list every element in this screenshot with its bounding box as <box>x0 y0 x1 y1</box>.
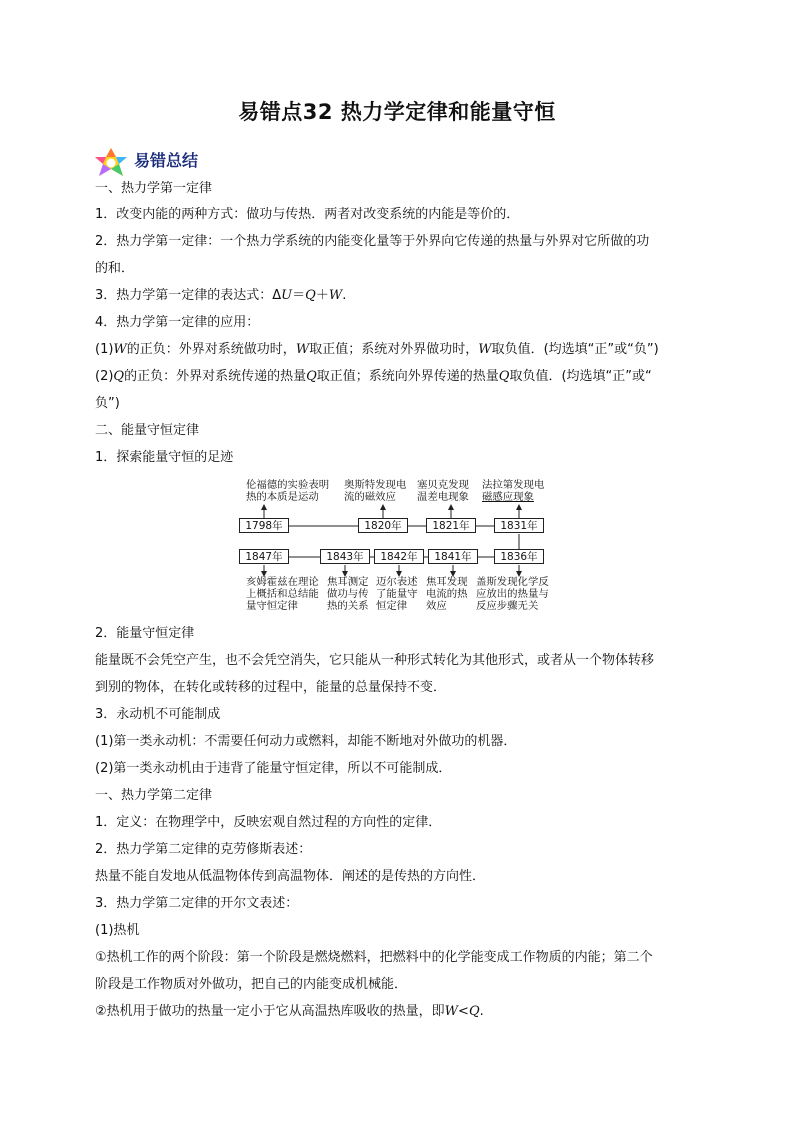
symbol-u: U <box>281 288 293 303</box>
year-box: 1798年 <box>239 518 289 533</box>
symbol-q: Q <box>468 1004 480 1019</box>
text-span: 取正值；系统对外界做功时， <box>309 342 479 357</box>
event-line: 流的磁效应 <box>344 491 396 503</box>
event-line: 温差电现象 <box>417 491 469 503</box>
text-line: 能量既不会凭空产生，也不会凭空消失，它只能从一种形式转化为其他形式，或者从一个物体转移 <box>95 653 655 668</box>
event-line: 电流的热 <box>426 588 468 600</box>
event-text <box>327 576 369 612</box>
symbol-q: Q <box>305 288 316 303</box>
event-line: 塞贝克发现 <box>417 479 469 491</box>
event-text <box>246 576 319 612</box>
text-span: 的正负：外界对系统做功时， <box>126 342 296 357</box>
event-text <box>246 479 329 503</box>
text-span: ＋ <box>315 288 329 303</box>
text-span: ②热机用于做功的热量一定小于它从高温热库吸收的热量，即 <box>95 1004 445 1019</box>
event-line: 上概括和总结能 <box>246 588 319 600</box>
text-line: (1)热机 <box>95 923 140 938</box>
text-line <box>95 1002 484 1022</box>
text-line: 热量不能自发地从低温物体传到高温物体．阐述的是传热的方向性． <box>95 869 486 884</box>
text-line: 2．热力学第一定律：一个热力学系统的内能变化量等于外界向它传递的热量与外界对它所做的功 <box>95 234 650 249</box>
text-line: 4．热力学第一定律的应用： <box>95 315 260 330</box>
text-span: (2) <box>95 369 114 384</box>
event-line: 反应步骤无关 <box>476 600 539 612</box>
text-line: 1．改变内能的两种方式：做功与传热．两者对改变系统的内能是等价的． <box>95 207 520 222</box>
year-box: 1820年 <box>358 518 408 533</box>
year-box: 1831年 <box>494 518 544 533</box>
text-span: 取负值．(均选填“正”或“负”) <box>491 342 659 357</box>
heading-energy-conservation: 二、能量守恒定律 <box>95 423 200 438</box>
event-line: 了能量守 <box>376 588 418 600</box>
star-icon <box>92 146 130 182</box>
text-line: 3．热力学第二定律的开尔文表述： <box>95 896 299 911</box>
year-box: 1821年 <box>426 518 476 533</box>
event-line: 磁感应现象 <box>482 491 534 503</box>
event-line: 量守恒定律 <box>246 600 298 612</box>
event-line: 伦福德的实验表明 <box>246 479 330 491</box>
text-span: 取负值．(均选填“正”或“ <box>509 369 652 384</box>
text-line: 1．探索能量守恒的足迹 <box>95 450 234 465</box>
event-line: 恒定律 <box>376 600 408 612</box>
event-text <box>417 479 469 503</box>
year-box: 1847年 <box>239 549 289 564</box>
text-span: 3．热力学第一定律的表达式：Δ <box>95 288 282 303</box>
text-line <box>95 340 659 360</box>
heading-first-law: 一、热力学第一定律 <box>95 181 213 196</box>
text-line: 负”) <box>95 396 120 411</box>
event-line: 迈尔表述 <box>376 576 418 588</box>
event-line: 做功与传 <box>327 588 369 600</box>
symbol-w: W <box>478 342 492 357</box>
year-box: 1836年 <box>494 549 544 564</box>
energy-history-timeline <box>244 478 554 612</box>
symbol-q: Q <box>306 369 317 384</box>
heading-second-law: 一、热力学第二定律 <box>95 788 213 803</box>
text-span: (1) <box>95 342 114 357</box>
event-line: 效应 <box>426 600 447 612</box>
text-line: 的和． <box>95 261 135 276</box>
event-text <box>426 576 468 612</box>
text-line <box>95 367 652 387</box>
symbol-w: W <box>113 342 127 357</box>
text-line: ①热机工作的两个阶段：第一个阶段是燃烧燃料，把燃料中的化学能变成工作物质的内能；第二个 <box>95 950 653 965</box>
symbol-w: W <box>444 1004 459 1019</box>
event-text <box>476 576 549 612</box>
year-box: 1843年 <box>320 549 370 564</box>
text-span: 取正值；系统向外界传递的热量 <box>316 369 499 384</box>
text-line: (1)第一类永动机：不需要任何动力或燃料，却能不断地对外做功的机器． <box>95 734 517 749</box>
event-line: 法拉第发现电 <box>482 479 545 491</box>
text-line: (2)第一类永动机由于违背了能量守恒定律，所以不可能制成． <box>95 761 452 776</box>
page-title: 易错点32 热力学定律和能量守恒 <box>238 100 556 124</box>
event-line: 热的本质是运动 <box>246 491 319 503</box>
text-span: < <box>458 1004 469 1019</box>
text-span: . <box>479 1004 484 1019</box>
event-line: 热的关系 <box>327 600 369 612</box>
text-span: 的正负：外界对系统传递的热量 <box>124 369 307 384</box>
year-box: 1842年 <box>374 549 424 564</box>
event-text <box>482 479 544 503</box>
formula-line <box>95 286 346 306</box>
event-line: 盖斯发现化学反 <box>476 576 549 588</box>
text-span: ＝ <box>292 288 306 303</box>
text-line: 2．能量守恒定律 <box>95 626 195 641</box>
event-line: 焦耳测定 <box>327 576 369 588</box>
event-text <box>344 479 406 503</box>
event-line: 亥姆霍兹在理论 <box>246 576 319 588</box>
year-box: 1841年 <box>428 549 478 564</box>
event-line: 焦耳发现 <box>426 576 468 588</box>
symbol-q: Q <box>113 369 125 384</box>
symbol-q: Q <box>498 369 510 384</box>
section-header-label: 易错总结 <box>134 151 199 170</box>
event-text <box>376 576 418 612</box>
text-span: . <box>342 288 347 303</box>
event-line: 奥斯特发现电 <box>344 479 407 491</box>
symbol-w: W <box>295 342 310 357</box>
event-line: 应放出的热量与 <box>476 588 549 600</box>
text-line: 2．热力学第二定律的克劳修斯表述： <box>95 842 312 857</box>
text-line: 1．定义：在物理学中，反映宏观自然过程的方向性的定律． <box>95 815 442 830</box>
text-line: 阶段是工作物质对外做功，把自己的内能变成机械能． <box>95 977 408 992</box>
text-line: 3．永动机不可能制成 <box>95 707 221 722</box>
symbol-w: W <box>328 288 343 303</box>
text-line: 到别的物体，在转化或转移的过程中，能量的总量保持不变． <box>95 680 447 695</box>
